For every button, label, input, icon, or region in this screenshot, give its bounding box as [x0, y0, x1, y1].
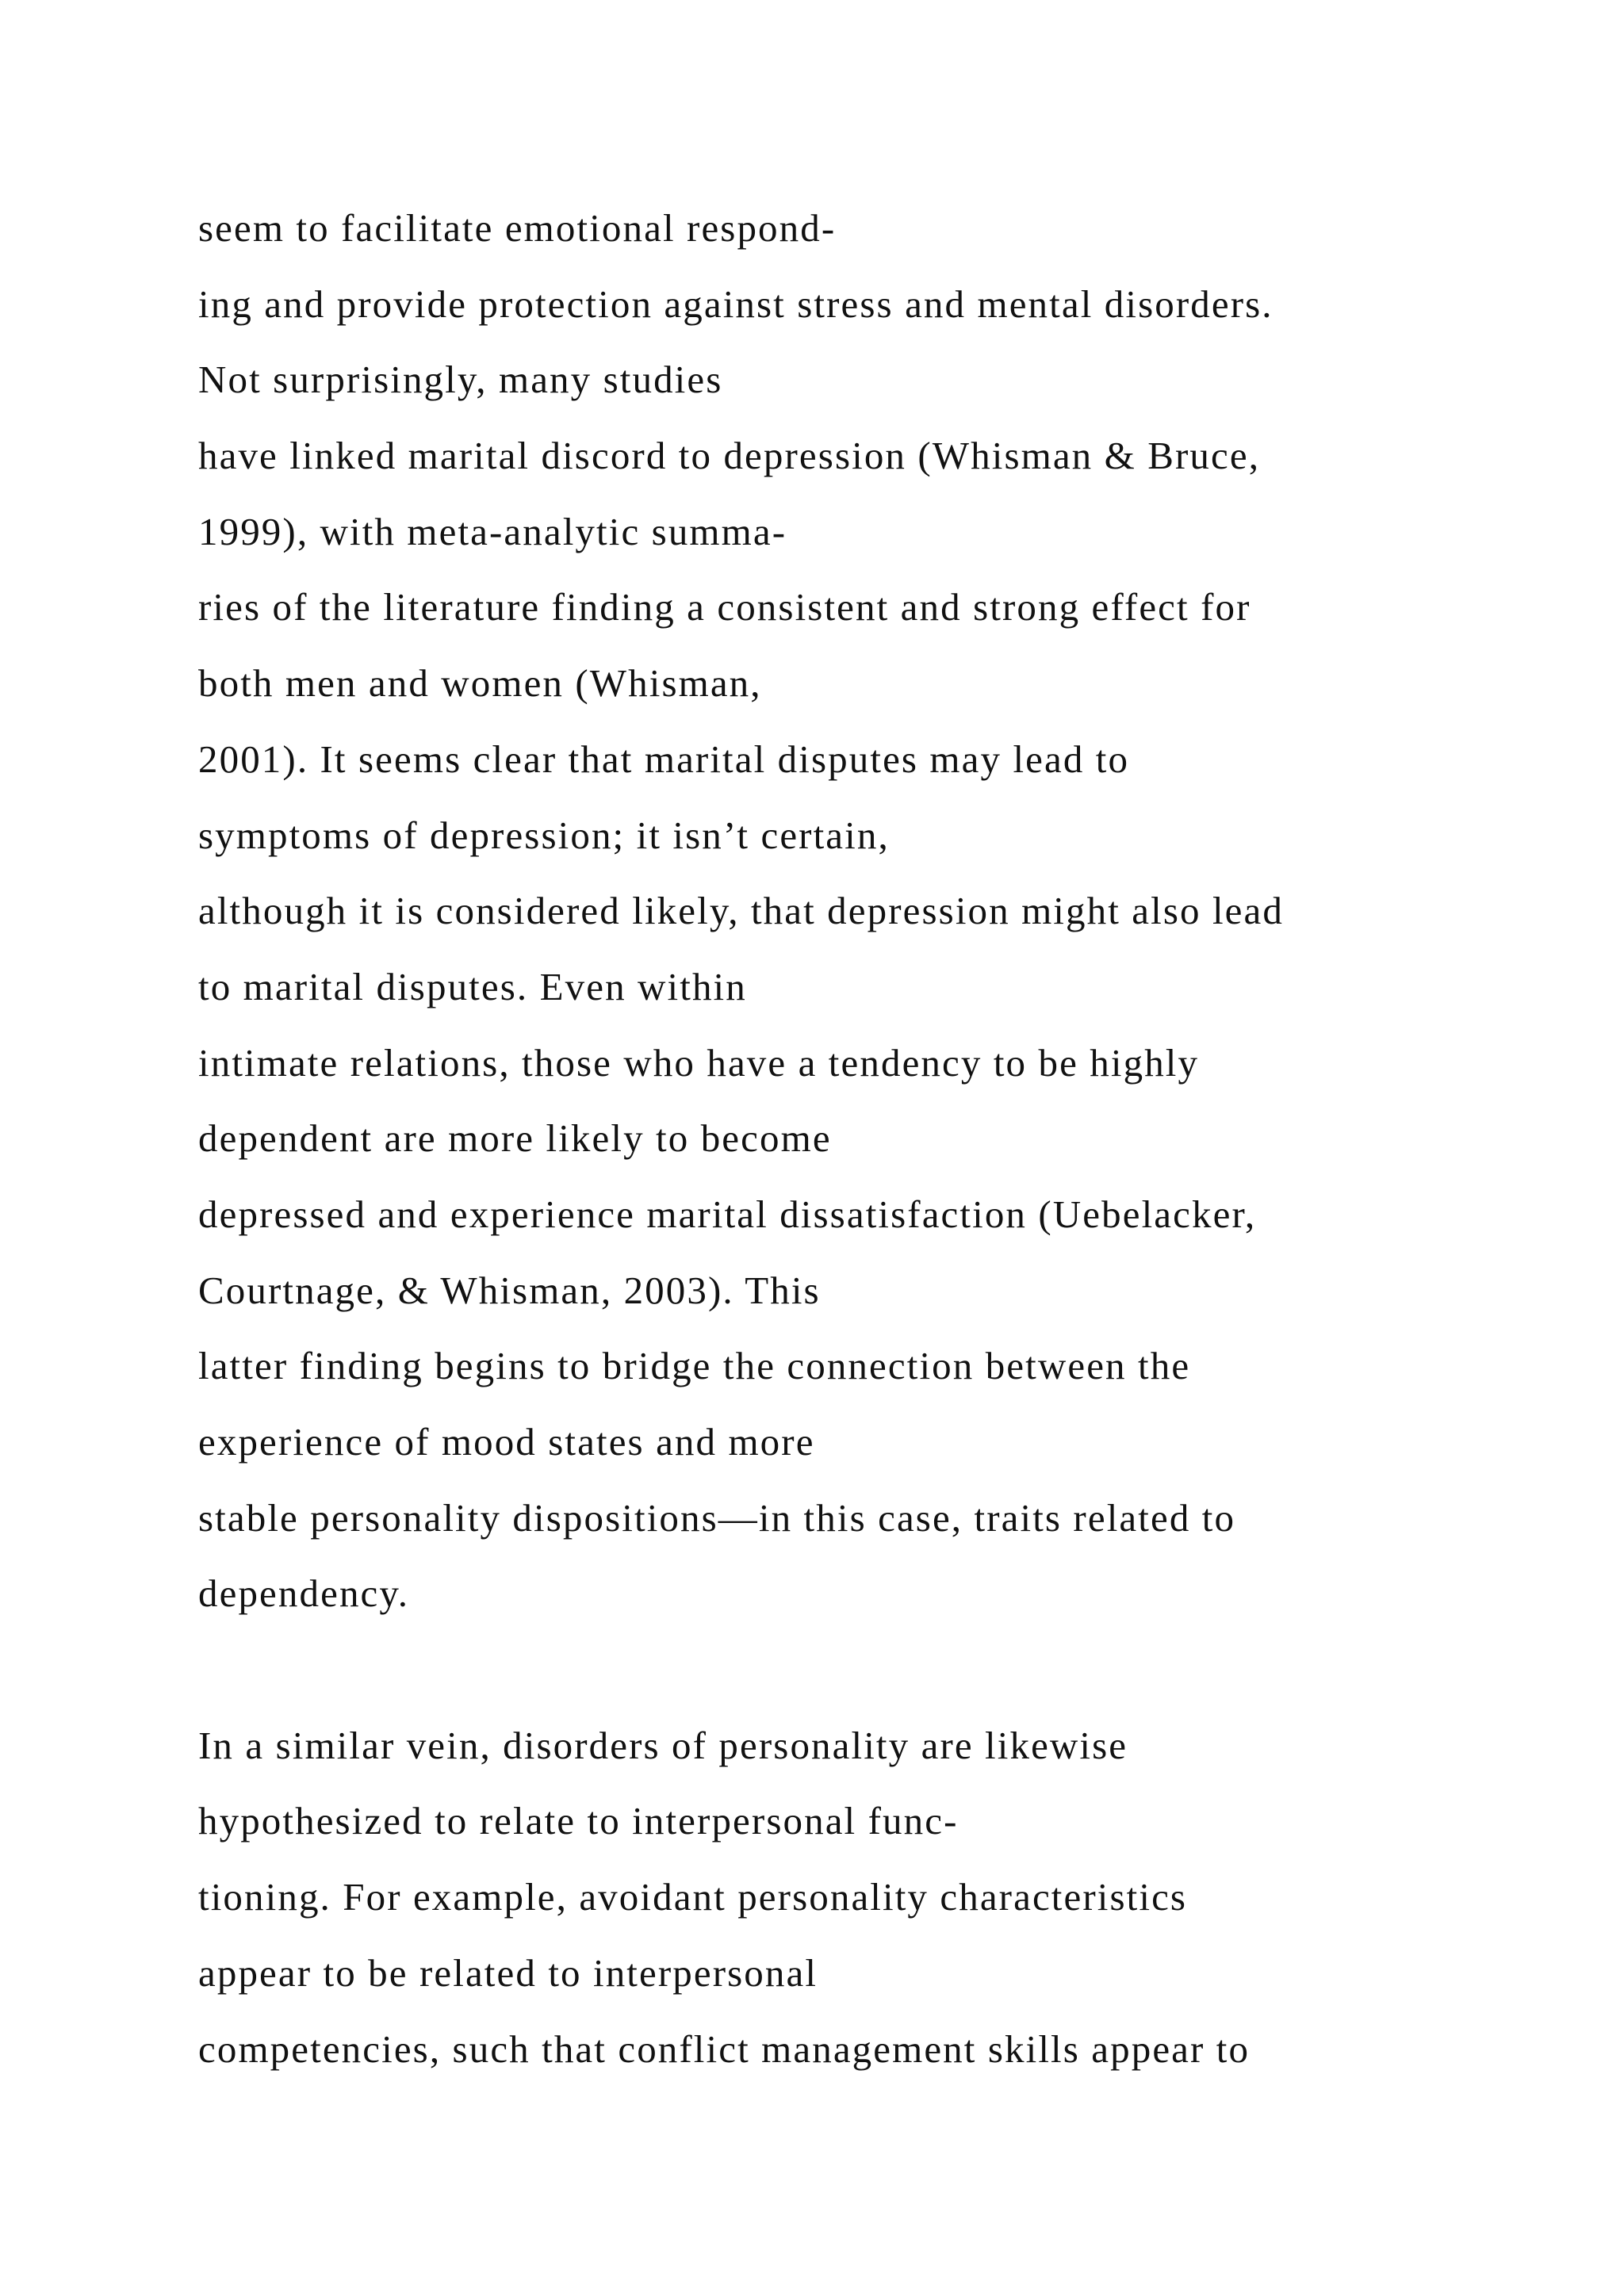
paragraph-2 — [198, 1708, 1546, 2087]
text-line: both men and women (Whisman, — [198, 661, 762, 706]
text-line: to marital disputes. Even within — [198, 964, 747, 1008]
text-line: appear to be related to interpersonal — [198, 1950, 818, 1995]
text-line: although it is considered likely, that depression might also lead — [198, 889, 1284, 933]
paragraph-1 — [198, 190, 1546, 1632]
text-line: stable personality dispositions—in this case, traits related to — [198, 1495, 1236, 1540]
text-line: dependent are more likely to become — [198, 1116, 832, 1161]
text-line: seem to facilitate emotional respond- — [198, 206, 837, 250]
text-line: hypothesized to relate to interpersonal func- — [198, 1799, 959, 1843]
text-line: latter finding begins to bridge the connection between the — [198, 1344, 1191, 1388]
text-line: symptoms of depression; it isn’t certain, — [198, 813, 890, 857]
text-line: Not surprisingly, many studies — [198, 358, 723, 402]
text-line: competencies, such that conflict management skills appear to — [198, 2026, 1251, 2071]
text-line: have linked marital discord to depression (Whisman & Bruce, — [198, 434, 1261, 478]
text-line: 2001). It seems clear that marital disputes may lead to — [198, 737, 1130, 781]
text-line: tioning. For example, avoidant personality characteristics — [198, 1875, 1188, 1919]
text-line: Courtnage, & Whisman, 2003). This — [198, 1268, 821, 1312]
text-line: ing and provide protection against stress and mental disorders. — [198, 281, 1274, 326]
paragraph-gap — [198, 1632, 1546, 1708]
text-line: dependency. — [198, 1571, 410, 1616]
text-line: ries of the literature finding a consistent and strong effect for — [198, 585, 1251, 629]
body-text — [198, 190, 1546, 2087]
text-line: In a similar vein, disorders of personality are likewise — [198, 1723, 1128, 1767]
text-line: depressed and experience marital dissatisfaction (Uebelacker, — [198, 1192, 1257, 1236]
text-line: 1999), with meta-analytic summa- — [198, 509, 787, 553]
text-line: intimate relations, those who have a tendency to be highly — [198, 1040, 1200, 1085]
text-line: experience of mood states and more — [198, 1420, 815, 1464]
